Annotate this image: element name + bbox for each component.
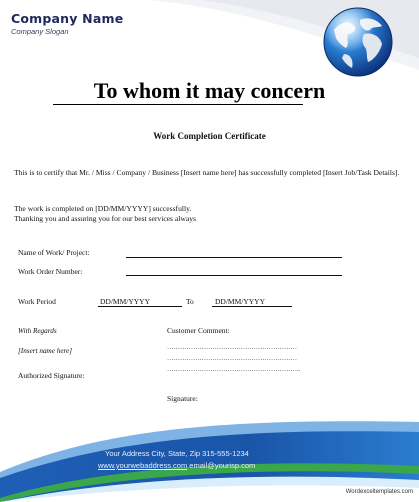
- comment-line-1[interactable]: ……………………………………………………: [167, 344, 297, 351]
- comment-line-3[interactable]: ……………………………………………………..: [167, 366, 301, 373]
- watermark-text: Wordexceltemplates.com: [345, 489, 413, 495]
- order-number-field[interactable]: [126, 275, 342, 276]
- title-underline: [53, 104, 303, 105]
- company-name: Company Name: [11, 11, 124, 26]
- period-end-date[interactable]: DD/MM/YYYY: [215, 297, 266, 306]
- email-link[interactable]: email@yourisp.com: [189, 461, 256, 470]
- period-start-underline: [98, 306, 182, 307]
- insert-name-text[interactable]: [Insert name here]: [18, 347, 73, 355]
- completion-date-line: The work is completed on [DD/MM/YYYY] successfully.: [14, 204, 192, 213]
- work-name-field[interactable]: [126, 257, 342, 258]
- period-end-underline: [212, 306, 292, 307]
- footer-address: Your Address City, State, Zip 315-555-1234: [105, 449, 249, 458]
- work-period-label: Work Period: [18, 297, 56, 306]
- signature-label: Signature:: [167, 394, 198, 403]
- customer-comment-label: Customer Comment:: [167, 326, 230, 335]
- completion-paragraph: [14, 204, 406, 223]
- period-start-date[interactable]: DD/MM/YYYY: [100, 297, 151, 306]
- thanks-line: Thanking you and assuring you for our best services always: [14, 213, 196, 223]
- period-to-label: To: [186, 297, 194, 306]
- certificate-subtitle: Work Completion Certificate: [153, 131, 266, 141]
- company-slogan: Company Slogan: [11, 27, 69, 36]
- order-number-label: Work Order Number:: [18, 267, 83, 276]
- main-title: To whom it may concern: [93, 78, 326, 103]
- work-name-label: Name of Work/ Project:: [18, 248, 90, 257]
- authorized-signature-label: Authorized Signature:: [18, 371, 85, 380]
- globe-icon: [320, 4, 396, 80]
- certify-paragraph: This is to certify that Mr. / Miss / Company / Business [Insert name here] has successfully completed [Insert Job/Task Details].: [14, 168, 400, 177]
- with-regards-text: With Regards: [18, 327, 57, 335]
- website-link[interactable]: www.yourwebaddress.com: [98, 461, 188, 470]
- comment-line-2[interactable]: ……………………………………………………: [167, 355, 297, 362]
- footer-contact: [98, 461, 255, 470]
